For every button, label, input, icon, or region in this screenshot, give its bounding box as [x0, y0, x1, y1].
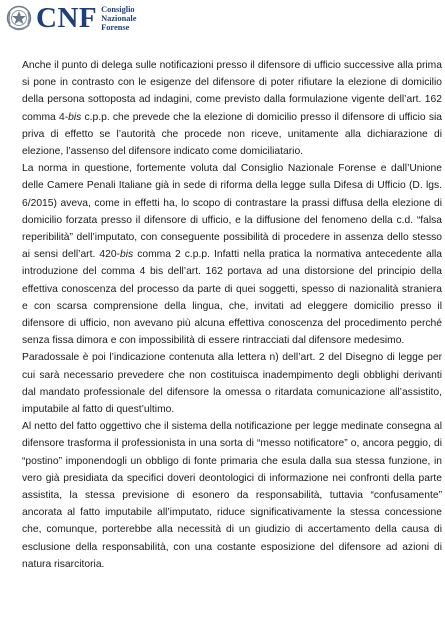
- paragraph-text: Anche il punto di delega sulle notificazioni presso il difensore di ufficio successive alla prima si pone in contrasto con le esigenze del difensore di poter rifiutare la elezione di domicilio della persona sottoposta ad indagini, come previsto dalla formulazione vigente dell’art. 162 comma 4-: [22, 60, 442, 123]
- paragraph: [22, 57, 442, 160]
- paragraph-italic-text: bis: [68, 111, 82, 123]
- paragraph: [22, 160, 442, 349]
- paragraph-italic-text: bis: [119, 249, 134, 261]
- page-header: [6, 2, 136, 34]
- paragraph: [22, 418, 442, 573]
- paragraph-text: La norma in questione, fortemente voluta dal Consiglio Nazionale Forense e dall’Unione delle Camere Penali Italiane già in sede di riforma della legge sulla Difesa di Ufficio (D. lgs. 6/2015) aveva, come in effetti ha, lo scopo di contrastare la prassi diffusa della elezione di domicilio forzata presso il difensore di ufficio, e la diffusione del fenomeno della c.d. “falsa reperibilità” dell’imputato, con conseguente possibilità di procedere in assenza dello stesso ai sensi dell’art. 420-: [22, 163, 442, 261]
- logo-sub-line: Consiglio: [101, 4, 135, 14]
- document-body: [22, 57, 442, 573]
- paragraph-text: comma 2 c.p.p. Infatti nella pratica la normativa antecedente alla introduzione del comma 4 bis dell’art. 162 portava ad una distorsione del principio della effettiva conoscenza del processo da parte di quei soggetti, spesso di nazionalità straniera e con scarsa comprensione della lingua, che, invitati ad eleggere domicilio presso il difensore di ufficio, non avevano più alcuna effettiva conoscenza del procedimento perché senza fissa dimora e con impossibilità di essere rintracciati dal difensore medesimo.: [22, 249, 443, 347]
- logo-sub-line: Forense: [101, 22, 130, 32]
- paragraph: [22, 349, 442, 418]
- paragraph-text: c.p.p. che prevede che la elezione di domicilio presso il difensore di ufficio sia priva di effetto se l’autorità che procede non riceve, unitamente alla dichiarazione di elezione, l’assenso del difensore indicato come domiciliatario.: [22, 111, 442, 158]
- paragraph-text: Al netto del fatto oggettivo che il sistema della notificazione per legge medinate consegna al difensore trasforma il professionista in una sorta di “messo notificatore” o, ancora peggio, di “postino” imponendogli un obbligo di fonte primaria che esula dalla sua stessa funzione, in vero già presidiata da specifici doveri deontologici di informazione nei confronti della parte assistita, la stessa previsione di esonero da responsabilità, tuttavia “confusamente” ancorata al fatto imputabile all’imputato, riduce significativamente la stessa concessione che, comunque, porterebbe alla necessità di un giudizio di accertamento della causa di esclusione della responsabilità, con una costante esposizione del difensore ad azioni di natura risarcitoria.: [22, 421, 442, 570]
- cnf-logo-subtitle: [101, 5, 136, 32]
- cnf-logo-text: CNF: [36, 2, 98, 34]
- paragraph-text: Paradossale è poi l’indicazione contenuta alla lettera n) dell’art. 2 del Disegno di legge per cui sarà necessario prevedere che non costituisca inadempimento degli obblighi derivanti dal mandato professionale del difensore la omessa o ritardata comunicazione all’assistito, imputabile al fatto di quest’ultimo.: [22, 352, 442, 416]
- italian-republic-emblem-icon: [6, 3, 32, 33]
- logo-sub-line: Nazionale: [101, 13, 137, 23]
